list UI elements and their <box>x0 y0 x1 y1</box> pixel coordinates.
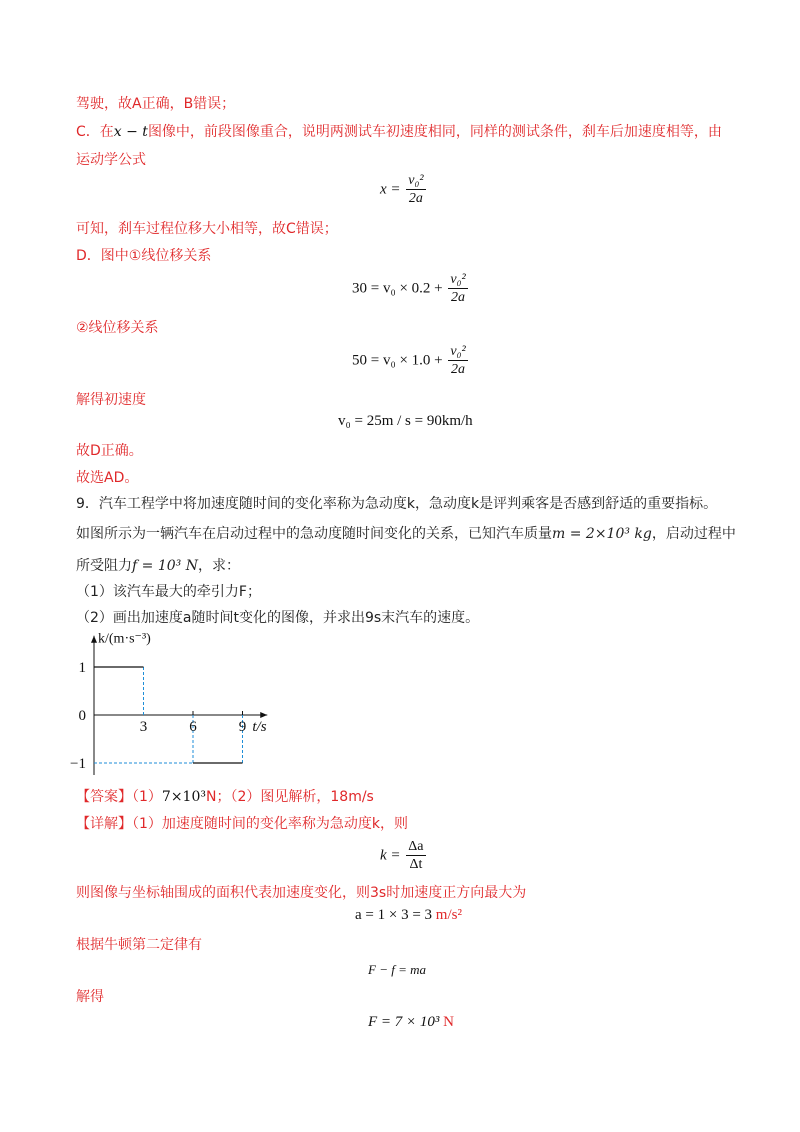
partD-line-5: 故选AD。 <box>76 470 139 486</box>
eq-x-num: v₀² <box>408 173 424 188</box>
answer-part1: （1） <box>132 789 162 805</box>
detail-line-2: 则图像与坐标轴围成的面积代表加速度变化，则3s时加速度正方向最大为 <box>76 885 527 901</box>
question-mass: m = 2×10³ kg <box>552 526 652 542</box>
question-sub-2: （2）画出加速度a随时间t变化的图像，并求出9s末汽车的速度。 <box>76 610 480 626</box>
question-line-3-post: ，求： <box>197 558 240 574</box>
eq-50-den: 2a <box>451 362 465 377</box>
answer-force-value: 7×10³ <box>161 789 206 805</box>
eq-30-lhs: 30 = v₀ × 0.2 + <box>352 280 443 297</box>
eq-30-num: v₀² <box>450 272 466 287</box>
answer-tag: 【答案】 <box>76 789 132 805</box>
y-axis-label: k/(m·s⁻³) <box>98 631 151 647</box>
eq-F-result-unit: N <box>443 1014 454 1030</box>
question-line-2-pre: 如图所示为一辆汽车在启动过程中的急动度随时间变化的关系，已知汽车质量 <box>76 526 552 542</box>
eq-50-num: v₀² <box>450 344 466 359</box>
detail-line-4: 解得 <box>76 989 104 1005</box>
partC-line-2 <box>76 122 722 142</box>
partD-line-2: ②线位移关系 <box>76 320 159 336</box>
eq-30-formula <box>352 271 470 307</box>
jerk-time-chart <box>70 627 310 777</box>
y-axis-arrow <box>91 636 97 643</box>
answer-line <box>76 787 374 807</box>
partD-line-1: D．图中①线位移关系 <box>76 248 212 264</box>
partD-line-3: 解得初速度 <box>76 392 146 408</box>
question-resistance: f = 10³ N <box>132 558 198 574</box>
partC-line-2-pre: C．在 <box>76 124 114 140</box>
eq-v0: v₀ = 25m / s = 90km/h <box>338 413 473 429</box>
eq-50-formula <box>352 343 470 379</box>
eq-50-lhs: 50 = v₀ × 1.0 + <box>352 352 443 369</box>
partC-line-4: 可知，刹车过程位移大小相等，故C错误； <box>76 221 338 237</box>
partC-line-3: 运动学公式 <box>76 152 146 168</box>
detail-line-3: 根据牛顿第二定律有 <box>76 937 202 953</box>
question-line-2 <box>76 524 736 544</box>
x-tick-label-9: 9 <box>238 719 247 735</box>
eq-a-max <box>355 907 462 924</box>
partC-line-2-post: 图像中，前段图像重合，说明两测试车初速度相同，同样的测试条件，刹车后加速度相等，由 <box>147 124 722 140</box>
eq-k-num: Δa <box>408 839 424 854</box>
eq-k-den: Δt <box>409 857 423 872</box>
question-line-3-pre: 所受阻力 <box>76 558 132 574</box>
eq-k-lhs: k = <box>380 847 401 864</box>
question-line-3 <box>76 556 240 576</box>
partD-line-4: 故D正确。 <box>76 443 143 459</box>
y-tick-label-2: −1 <box>70 756 86 772</box>
question-line-2-post: ，启动过程中 <box>651 526 736 542</box>
y-tick-label-0: 1 <box>78 660 86 676</box>
x-tick-label-6: 6 <box>189 719 197 735</box>
y-tick-label-1: 0 <box>78 708 86 724</box>
x-tick-label-3: 3 <box>139 719 148 735</box>
partC-xt-var: x − t <box>113 124 148 140</box>
detail-line-1 <box>76 814 408 834</box>
partC-line-1: 驾驶，故A正确，B错误； <box>76 96 236 112</box>
detail-line-1-text: （1）加速度随时间的变化率称为急动度k，则 <box>132 816 409 832</box>
x-axis-arrow <box>260 712 267 718</box>
eq-newton: F − f = ma <box>368 962 426 977</box>
eq-x-formula <box>380 172 428 208</box>
x-axis-label: t/s <box>252 719 267 735</box>
question-sub-1: （1）该汽车最大的牵引力F； <box>76 584 261 600</box>
eq-30-den: 2a <box>451 290 465 305</box>
eq-F-result <box>368 1014 454 1031</box>
eq-x-den: 2a <box>408 191 423 206</box>
eq-F-result-text: F = 7 × 10³ <box>368 1014 440 1030</box>
eq-a-max-unit: m/s² <box>435 907 462 923</box>
question-line-1: 9．汽车工程学中将加速度随时间的变化率称为急动度k，急动度k是评判乘客是否感到舒适的重要指标。 <box>76 496 718 512</box>
eq-x-lhs: x = <box>380 181 401 198</box>
answer-rest: N；（2）图见解析，18m/s <box>206 789 374 805</box>
eq-k-definition <box>380 838 428 874</box>
detail-tag: 【详解】 <box>76 816 132 832</box>
eq-a-max-text: a = 1 × 3 = 3 <box>355 907 433 923</box>
